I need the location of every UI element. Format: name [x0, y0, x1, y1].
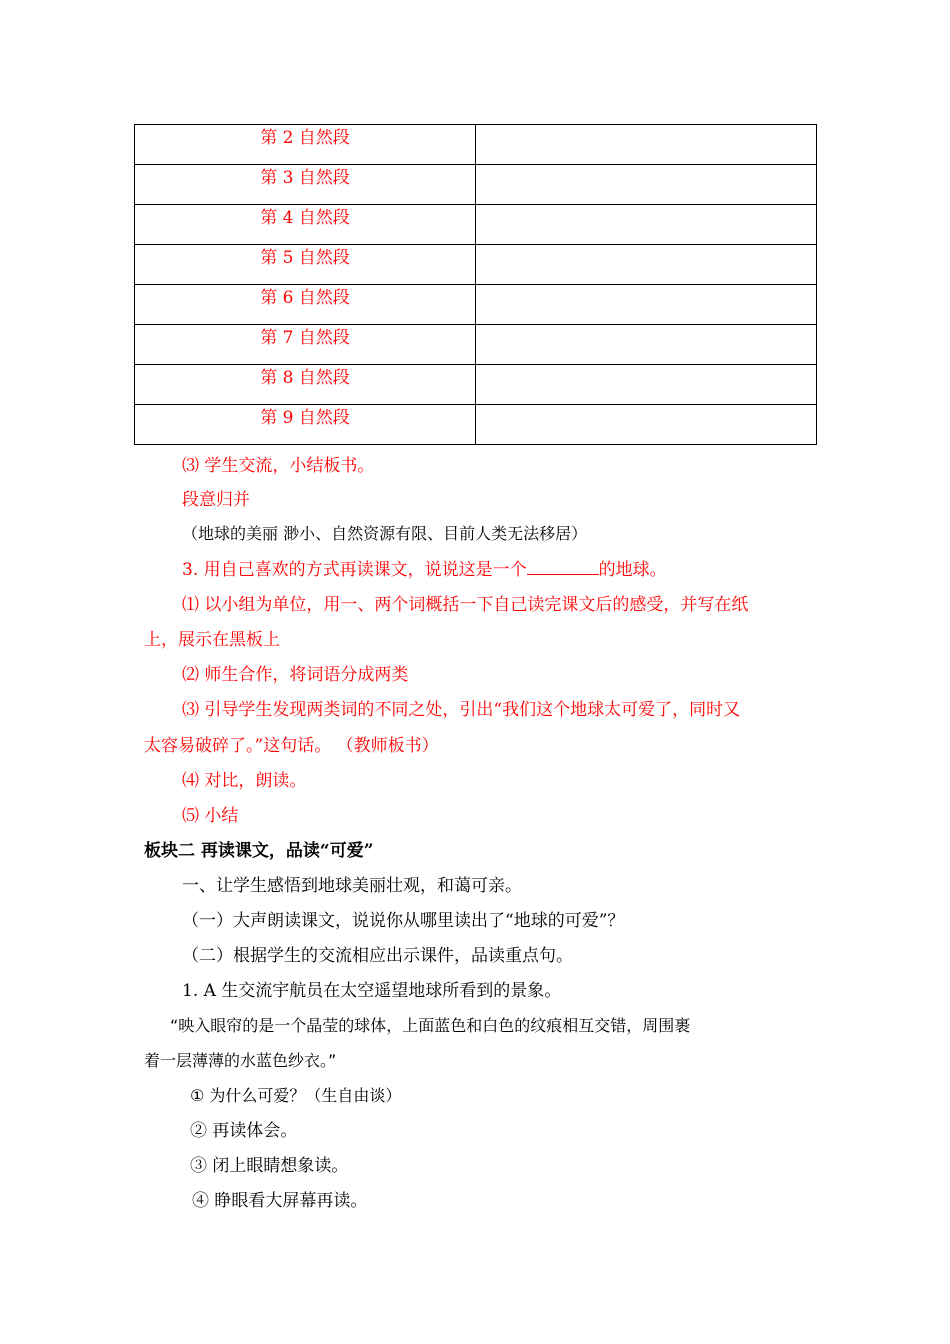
table-row: [135, 245, 817, 285]
cooperation-line: ⑵ 师生合作，将词语分成两类: [182, 665, 409, 685]
table-row: [135, 205, 817, 245]
blank-cell: [476, 285, 817, 325]
table-row: [135, 165, 817, 205]
merge-heading: 段意归并: [182, 490, 250, 510]
paragraph-label: 第 3 自然段: [135, 165, 476, 205]
group-task-line-cont: 上，展示在黑板上: [144, 630, 280, 650]
blank-cell: [476, 165, 817, 205]
paragraph-label: 第 2 自然段: [135, 125, 476, 165]
group-task-line: ⑴ 以小组为单位，用一、两个词概括一下自己读完课文后的感受，并写在纸: [182, 595, 749, 615]
compare-read-line: ⑷ 对比，朗读。: [182, 771, 307, 791]
table-row: [135, 125, 817, 165]
summary-line: ⑸ 小结: [182, 806, 239, 826]
paragraph-label: 第 9 自然段: [135, 405, 476, 445]
sub-step-1: ① 为什么可爱？（生自由谈）: [190, 1086, 402, 1105]
sub-step-3: ③ 闭上眼睛想象读。: [190, 1156, 349, 1176]
quote-line: “映入眼帘的是一个晶莹的球体，上面蓝色和白色的纹痕相互交错，周围裹: [170, 1016, 691, 1035]
blank-cell: [476, 125, 817, 165]
paragraph-label: 第 8 自然段: [135, 365, 476, 405]
courseware-line: （二）根据学生的交流相应出示课件，品读重点句。: [182, 946, 573, 966]
goal-line: 一、让学生感悟到地球美丽壮观，和蔼可亲。: [182, 876, 522, 896]
paragraph-label: 第 7 自然段: [135, 325, 476, 365]
reread-task-end: 的地球。: [598, 560, 667, 580]
read-aloud-line: （一）大声朗读课文，说说你从哪里读出了“地球的可爱”？: [182, 911, 625, 931]
astronaut-line: 1. A 生交流宇航员在太空遥望地球所看到的景象。: [182, 981, 562, 1001]
paragraph-label: 第 4 自然段: [135, 205, 476, 245]
table-row: [135, 325, 817, 365]
paragraph-label: 第 5 自然段: [135, 245, 476, 285]
section-heading: 板块二 再读课文，品读“可爱”: [144, 841, 374, 861]
paragraph-label: 第 6 自然段: [135, 285, 476, 325]
table-row: [135, 365, 817, 405]
table-row: [135, 285, 817, 325]
fill-blank: [527, 558, 599, 575]
sub-step-2: ② 再读体会。: [190, 1121, 298, 1141]
summary-step-line: ⑶ 学生交流，小结板书。: [182, 456, 375, 476]
blank-cell: [476, 245, 817, 285]
sub-step-4: ④ 睁眼看大屏幕再读。: [192, 1191, 368, 1211]
quote-line-cont: 着一层薄薄的水蓝色纱衣。”: [144, 1051, 337, 1070]
guide-line-cont: 太容易破碎了。”这句话。 （教师板书）: [144, 736, 439, 756]
blank-cell: [476, 365, 817, 405]
reread-task-text: 3. 用自己喜欢的方式再读课文，说说这是一个: [182, 560, 527, 580]
merge-summary: （地球的美丽 渺小、自然资源有限、目前人类无法移居）: [182, 524, 588, 543]
blank-cell: [476, 205, 817, 245]
paragraph-table: [134, 124, 817, 445]
guide-line: ⑶ 引导学生发现两类词的不同之处，引出“我们这个地球太可爱了，同时又: [182, 700, 741, 720]
blank-cell: [476, 325, 817, 365]
table-row: [135, 405, 817, 445]
reread-task-line: [182, 558, 667, 581]
blank-cell: [476, 405, 817, 445]
